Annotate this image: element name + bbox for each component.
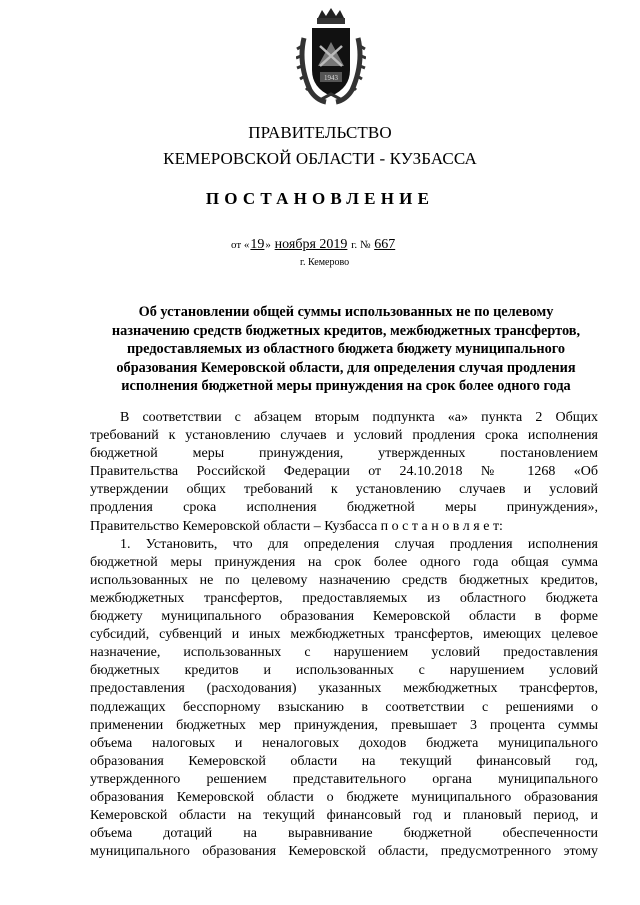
subject-line: назначению средств бюджетных кредитов, межбюджетных трансфертов,	[111, 322, 581, 339]
year-suffix: г.	[351, 239, 358, 251]
from-label: от «	[231, 239, 250, 251]
body-line: назначение, использованных с нарушением условий предоставления	[90, 645, 598, 661]
city-label: г. Кемерово	[300, 257, 350, 268]
date-day: 19	[250, 237, 265, 252]
subject-line: Об установлении общей суммы использованных не по целевому	[138, 304, 554, 320]
svg-text:1943: 1943	[324, 74, 338, 82]
coat-of-arms-emblem-icon	[296, 8, 366, 106]
body-line: бюджетных кредитов и использованных с нарушением условий	[90, 663, 598, 679]
body-line: предоставления (расходования) указанных межбюджетных трансфертов,	[90, 681, 598, 697]
body-line: образования Кемеровской области о бюджете муниципального образования	[90, 789, 598, 805]
date-month-year: ноября 2019	[274, 237, 348, 252]
document-type-title: ПОСТАНОВЛЕНИЕ	[205, 189, 435, 208]
body-line: утвержденного решением представительного органа муниципального	[90, 771, 598, 787]
body-line: Правительства Российской Федерации от 24.10.2018 № 1268 «Об	[90, 464, 598, 480]
body-line: бюджетной меры принуждения, утвержденных постановлением	[90, 446, 598, 462]
subject-line: исполнения бюджетной меры принуждения на срок более одного года	[121, 378, 571, 394]
body-line: применении бюджетных мер принуждения, превышает 3 процента суммы	[90, 717, 598, 733]
body-line: требований к установлению случаев и условий продления срока исполнения	[90, 428, 598, 444]
body-line: межбюджетных трансфертов, предоставляемых из областного бюджета	[90, 590, 598, 606]
body-line: муниципального образования Кемеровской области, предусмотренного этому	[90, 844, 598, 860]
close-quote: »	[265, 239, 271, 251]
subject-line: образования Кемеровской области, для определения случая продления	[116, 359, 576, 376]
org-name-line1: ПРАВИТЕЛЬСТВО	[248, 123, 392, 142]
body-line: субсидий, субвенций и иных межбюджетных трансфертов, имеющих целевое	[90, 627, 598, 643]
subject-line: предоставляемых из областного бюджета бюджету муниципального	[126, 341, 566, 357]
document-body	[90, 409, 598, 861]
body-line: бюджету муниципального образования Кемеровской области в форме	[90, 609, 598, 625]
body-line: утверждении общих требований к установлению случаев и условий	[90, 482, 598, 498]
body-line: объема дотаций на выравнивание бюджетной обеспеченности	[90, 826, 598, 842]
document-number: 667	[374, 237, 396, 252]
body-line: Правительство Кемеровской области – Кузбасса п о с т а н о в л я е т:	[90, 518, 503, 534]
document-subject	[86, 303, 606, 396]
body-line: объема налоговых и неналоговых доходов бюджета муниципального	[90, 735, 598, 751]
body-line: использованных не по целевому назначению средств бюджетных кредитов,	[90, 572, 598, 588]
body-line: продления срока исполнения бюджетной меры принуждения»,	[90, 500, 598, 516]
body-line: 1. Установить, что для определения случая продления исполнения	[120, 536, 598, 552]
org-name-line2: КЕМЕРОВСКОЙ ОБЛАСТИ - КУЗБАССА	[163, 149, 477, 168]
body-line: образования Кемеровской области на текущий финансовый год,	[90, 753, 598, 769]
body-line: Кемеровской области на текущий финансовый год и плановый период, и	[90, 808, 598, 824]
number-label: №	[359, 239, 371, 251]
date-number-line	[231, 237, 396, 253]
body-line: бюджетной меры принуждения на срок более одного года общая сумма	[90, 554, 598, 570]
body-line: В соответствии с абзацем вторым подпункта «а» пункта 2 Общих	[120, 410, 598, 425]
body-line: подлежащих бесспорному взысканию в соответствии с решениями о	[90, 699, 598, 715]
